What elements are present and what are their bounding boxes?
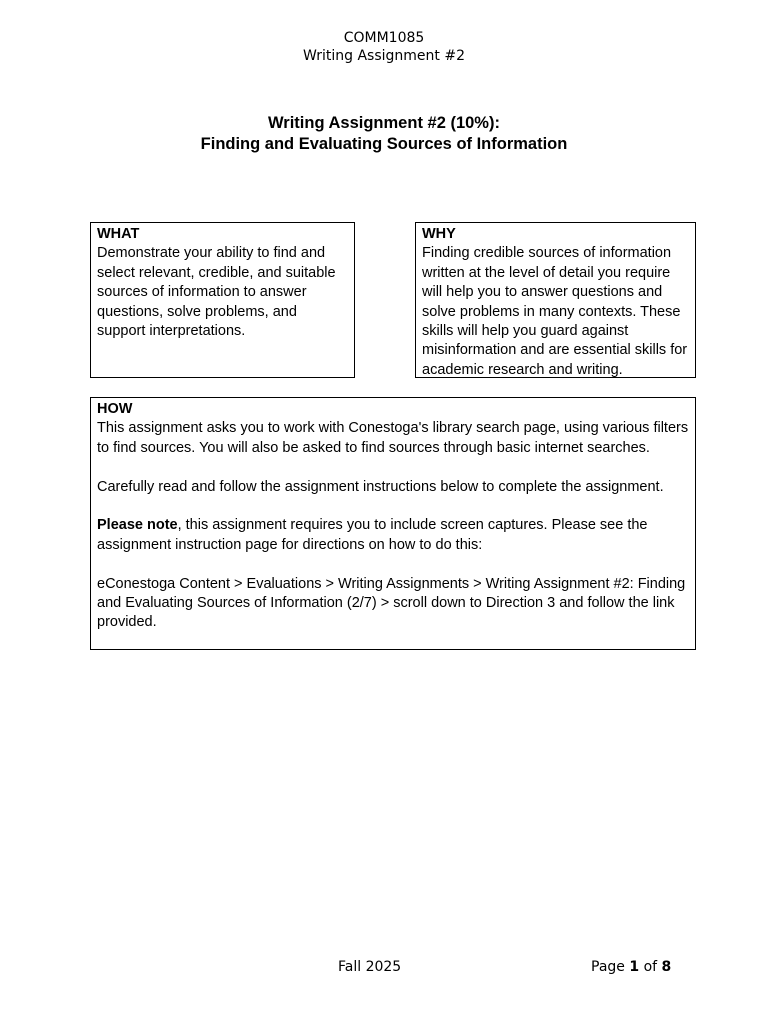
course-code: COMM1085 (343, 30, 425, 46)
why-label: WHY (422, 226, 456, 242)
page-of-word: of (643, 959, 658, 975)
footer-term: Fall 2025 (338, 959, 402, 975)
how-paragraph-3 (97, 516, 689, 555)
document-title (0, 113, 768, 155)
how-paragraph-2: Carefully read and follow the assignment instructions below to complete the assignment. (97, 478, 664, 495)
paragraph-spacer (97, 555, 689, 574)
please-note-text: , this assignment requires you to include screen captures. Please see the assignment instruction page for directions on how to do this: (97, 517, 648, 553)
page-word: Page (591, 959, 625, 975)
page-number (591, 958, 671, 976)
how-paragraph-4: eConestoga Content > Evaluations > Writing Assignments > Writing Assignment #2: Finding and Evaluating Sources of Information (2/7) > scroll down to Direction 3 and follow the link provided. (97, 575, 686, 631)
what-body: Demonstrate your ability to find and select relevant, credible, and suitable sources of information to answer questions, solve problems, and support interpretations. (97, 245, 336, 340)
please-note-emphasis: Please note (97, 517, 178, 534)
how-paragraph-1: This assignment asks you to work with Conestoga's library search page, using various filters to find sources. You will also be asked to find sources through basic internet searches. (97, 420, 689, 456)
how-label: HOW (97, 401, 133, 417)
what-box (90, 222, 355, 378)
page-total: 8 (661, 959, 672, 975)
paragraph-spacer (97, 458, 689, 477)
why-body: Finding credible sources of information written at the level of detail you require will help you to answer questions and solve problems in many contexts. These skills will help you guard against misinformation and are essential skills for academic research and writing. (422, 245, 688, 378)
title-line-1: Writing Assignment #2 (10%): (268, 114, 500, 132)
page-current: 1 (629, 959, 640, 975)
paragraph-spacer (97, 497, 689, 516)
what-label: WHAT (97, 226, 140, 242)
page-header (0, 29, 768, 65)
why-box (415, 222, 696, 378)
how-box (90, 397, 696, 650)
title-line-2: Finding and Evaluating Sources of Information (200, 135, 568, 153)
header-doc-name: Writing Assignment #2 (303, 48, 465, 64)
